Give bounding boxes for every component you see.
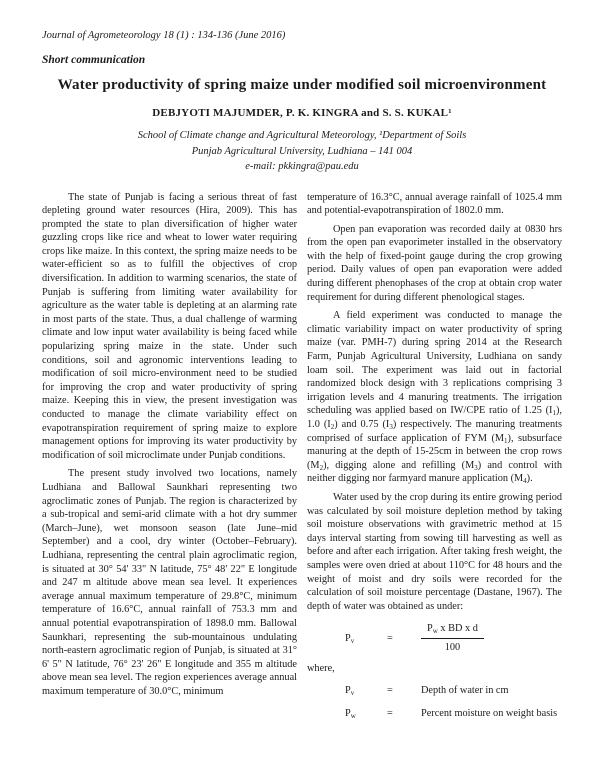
definition-equals: = — [387, 685, 393, 697]
paragraph: Water used by the crop during its entire growing period was calculated by soil moisture depletion method by taking soil moisture observations with gravimetric method at 15 days interval starting from sowing till harvesting as well as before and after each irrigation. After taking fresh weight, the samples were oven dried at about 110°C for 48 hours and the weight of moist and dry soils were recorded for the calculation of soil moisture percentage (Dastane, 1967). The depth of water was obtained as under: — [307, 491, 562, 612]
journal-citation: Journal of Agrometeorology 18 (1) : 134-136 (June 2016) — [42, 30, 286, 41]
fraction-numerator: $P_w$ x BD x d — [421, 622, 484, 639]
affiliation-block — [42, 128, 562, 175]
equation-lhs: $P_v$ — [345, 632, 355, 645]
equation — [345, 622, 562, 654]
right-column — [307, 191, 562, 730]
body-columns — [42, 191, 562, 730]
fraction — [421, 622, 484, 654]
where-label: where, — [307, 662, 335, 674]
definition-symbol: $P_v$ — [345, 685, 355, 698]
authors-line: DEBJYOTI MAJUMDER, P. K. KINGRA and S. S. KUKAL¹ — [152, 107, 452, 119]
affiliation-line-2: Punjab Agricultural University, Ludhiana – 141 004 — [191, 145, 413, 157]
definition-row — [345, 684, 562, 698]
definition-text: Percent moisture on weight basis — [421, 707, 558, 719]
fraction-denominator: 100 — [444, 641, 461, 653]
affiliation-email: e-mail: pkkingra@pau.edu — [245, 161, 359, 172]
paragraph: The present study involved two locations, namely Ludhiana and Ballowal Saunkhari representing two agroclimatic zones of Punjab. The region is characterized by a sub-tropical and semi-arid climate with a hot dry summer (March–June), wet monsoon season (late June–mid September) and a cool, dry winter (October–February). Ludhiana, representing the central plain agroclimatic region, is situated at 30° 54' 33" N latitude, 75° 48' 22" E longitude and 247 m altitude above mean sea level. It experiences average annual maximum temperature of 29.8°C, minimum temperature of 16.6°C, annual rainfall of 753.3 mm and annual potential evapotranspiration of 1898.0 mm. Ballowal Saunkhari, representing the sub-mountainous undulating north-eastern agroclimatic region of Punjab, is situated at 31° 6' 5" N latitude, 76° 23' 26" E longitude and 355 m altitude above mean sea level. The region experiences average annual maximum temperature of 30.0°C, minimum — [42, 468, 297, 697]
paragraph: Open pan evaporation was recorded daily at 0830 hrs from the open pan evaporimeter installed in the observatory with the help of fixed-point gauge during the crop growing period. Daily values of open pan evaporation were added during different phenophases of the crop at obtain crop water requirement for during different phenological stages. — [307, 223, 562, 303]
definition-row — [345, 707, 562, 721]
paragraph: A field experiment was conducted to manage the climatic variability impact on water productivity of spring maize (var. PMH-7) during spring 2014 at the Research Farm, Punjab Agricultural University, Ludhiana on sandy loam soil. The experiment was laid out in factorial randomized block design with 3 replications comprising 3 irrigation levels and 4 manuring treatments. The irrigation scheduling was applied based on IW/CPE ratio of 1.25 $(I_1)$, 1.0 $(I_2)$ and 0.75 $(I_3)$ respectively. The manuring treatments comprised of surface application of FYM $(M_1)$, subsurface manuring at the depth of 15-25cm in between the crop rows $(M_2)$, digging alone and refilling $(M_3)$ and control with neither digging nor farmyard manure application $(M_4)$. — [307, 310, 562, 486]
equals-sign: = — [387, 632, 393, 644]
section-label: Short communication — [42, 54, 146, 66]
affiliation-line-1: School of Climate change and Agricultural Meteorology, ¹Department of Soils — [137, 130, 467, 141]
definition-text: Depth of water in cm — [421, 685, 509, 697]
left-column — [42, 191, 297, 730]
paragraph: The state of Punjab is facing a serious threat of fast depleting ground water resources (Hira, 2009). This has prompted the state to plan diversification of higher water guzzling crops like rice and wheat to lower water requiring crops like maize. In this context, the spring maize needs to be water-efficient so as to fulfill the objectives of crop diversification. In addition to warming scenarios, the state of Punjab is suffering from limiting water availability for agriculture as the water table is depleting at an alarming rate in most parts of the state. Thus, a dual challenge of warming climate and low input water availability is being faced while popularizing spring maize in the state. Under such conditions, soil and agronomic interventions leading to modification of soil micro-environment need to be studied for improving the crop and water productivity of spring maize. Keeping this in view, the present investigation was conducted to manage the climate variability effect on evapotranspiration requirement of spring maize to explore management options for improving its water productivity by modification of soil microclimate under Punjab conditions. — [42, 191, 297, 461]
definition-equals: = — [387, 707, 393, 719]
article-title: Water productivity of spring maize under modified soil microenvironment — [57, 77, 547, 93]
definition-symbol: $P_w$ — [345, 707, 356, 720]
paragraph: temperature of 16.3°C, annual average rainfall of 1025.4 mm and potential-evapotranspiration of 1802.0 mm. — [307, 191, 562, 217]
